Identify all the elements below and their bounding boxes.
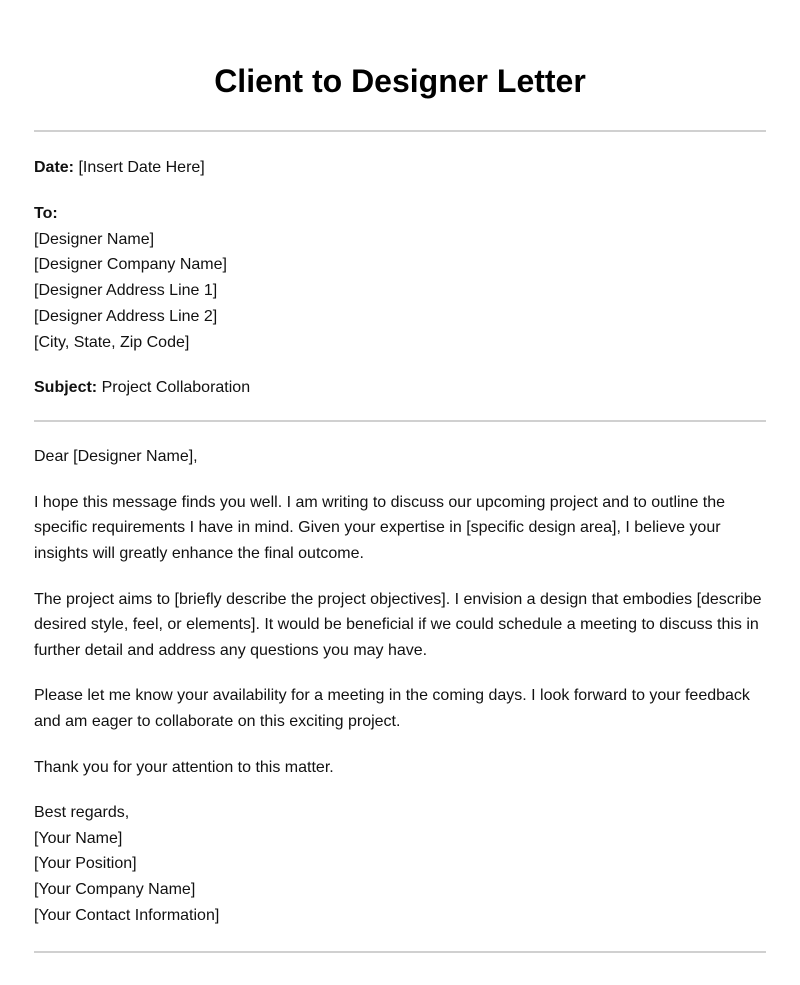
greeting: Dear [Designer Name], (34, 448, 198, 466)
date-label: Date: (34, 159, 75, 176)
body-paragraph-2: The project aims to [briefly describe the project objectives]. I envision a design that embodies [describe desired style, feel, or elements]. It would be beneficial if we could schedule a meeting to discuss this in further detail and address any questions you may have. (34, 590, 762, 660)
recipient-address-line-1: [Designer Address Line 1] (34, 282, 218, 300)
sender-company: [Your Company Name] (34, 881, 196, 899)
subject-label: Subject: (34, 378, 98, 396)
subject-value: Project Collaboration (101, 378, 251, 396)
recipient-name: [Designer Name] (34, 230, 155, 248)
page-title: Client to Designer Letter (214, 63, 586, 99)
body-paragraph-1: I hope this message finds you well. I am writing to discuss our upcoming project and to outline the specific requirements I have in mind. Given your expertise in [specific design area], I believe your insights will greatly enhance the final outcome. (34, 493, 726, 563)
closing-salutation: Best regards, (34, 803, 130, 821)
recipient-company: [Designer Company Name] (34, 256, 227, 274)
recipient-block (34, 201, 766, 356)
date-value: [Insert Date Here] (78, 159, 205, 176)
top-divider (34, 130, 766, 132)
date-line (34, 155, 766, 181)
middle-divider (34, 420, 766, 422)
body-paragraph-3: Please let me know your availability for a meeting in the coming days. I look forward to your feedback and am eager to collaborate on this exciting project. (34, 687, 750, 731)
recipient-label: To: (34, 204, 58, 222)
recipient-address-line-2: [Designer Address Line 2] (34, 307, 218, 325)
subject-line (34, 375, 766, 401)
closing-block (34, 800, 766, 929)
sender-position: [Your Position] (34, 855, 137, 873)
body-paragraph-4: Thank you for your attention to this matter. (34, 758, 334, 776)
recipient-city-state-zip: [City, State, Zip Code] (34, 333, 190, 351)
sender-name: [Your Name] (34, 829, 123, 847)
bottom-divider (34, 951, 766, 953)
sender-contact: [Your Contact Information] (34, 907, 220, 925)
